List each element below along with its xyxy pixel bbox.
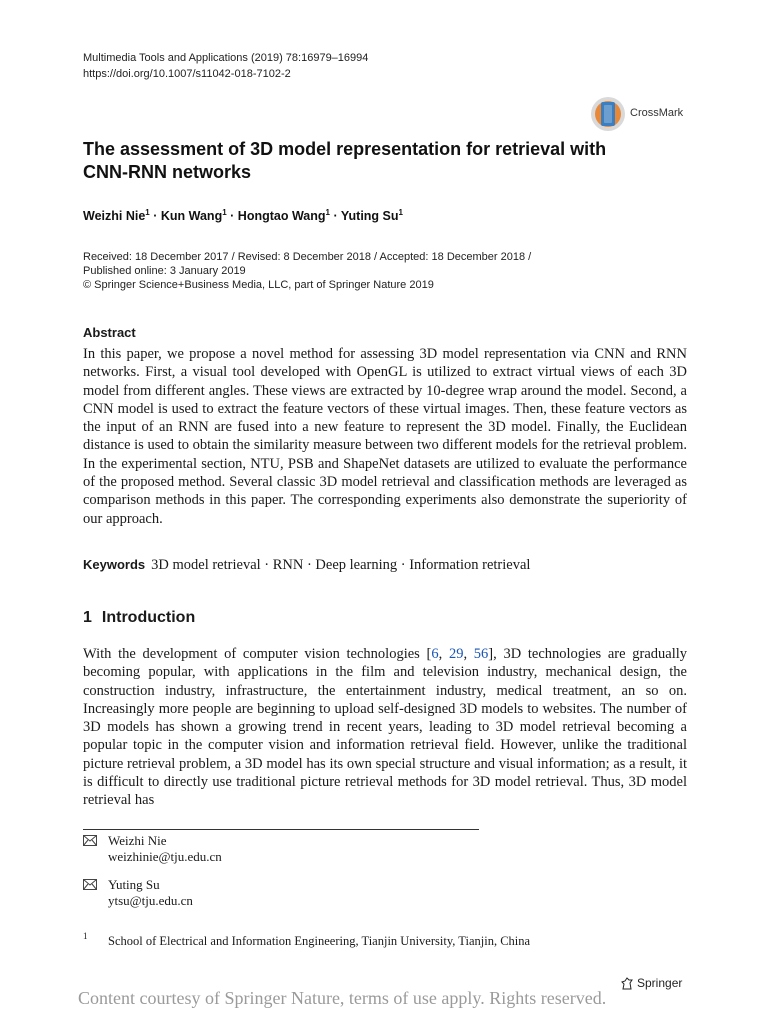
journal-citation: Multimedia Tools and Applications (2019) 78:16979–16994 bbox=[83, 52, 369, 64]
affiliation-text: School of Electrical and Information Engineering, Tianjin University, Tianjin, China bbox=[108, 934, 531, 948]
section-title: Introduction bbox=[101, 609, 196, 626]
section-heading bbox=[83, 609, 195, 627]
paper-title: The assessment of 3D model representation for retrieval with CNN-RNN networks bbox=[83, 139, 607, 182]
keywords-list: 3D model retrieval · RNN · Deep learning · Information retrieval bbox=[151, 557, 531, 573]
contact-name: Weizhi Nie bbox=[108, 833, 167, 848]
envelope-icon bbox=[83, 835, 97, 846]
history-dates: Received: 18 December 2017 / Revised: 8 December 2018 / Accepted: 18 December 2018 / bbox=[83, 251, 532, 263]
crossmark-label: CrossMark bbox=[630, 107, 684, 119]
section-number: 1 bbox=[83, 609, 92, 626]
keywords-label: Keywords bbox=[83, 557, 146, 572]
contact-email[interactable]: weizhinie@tju.edu.cn bbox=[108, 848, 222, 864]
reference-link[interactable]: 56 bbox=[473, 646, 489, 662]
author-affiliation-mark: 1 bbox=[222, 208, 227, 217]
crossmark-icon bbox=[590, 96, 626, 132]
author-separator: · bbox=[333, 209, 338, 224]
reference-link[interactable]: 6 bbox=[431, 646, 439, 662]
author-name[interactable]: Hongtao Wang bbox=[237, 209, 326, 224]
reference-link[interactable]: 29 bbox=[448, 646, 464, 662]
author-list bbox=[83, 208, 403, 223]
abstract-text: In this paper, we propose a novel method for assessing 3D model representation via CNN and RNN networks. First, a visual tool developed with OpenGL is utilized to extract virtual views of each 3D model from different angles. These views are extracted by 10-degree wrap around the model. Second, a CNN model is used to extract the feature vectors of these virtual images. Then, these feature vectors as the input of an RNN are fused into a new feature to represent the 3D model. Finally, the Euclidean distance is used to obtain the similarity measure between two different models for the retrieval problem. In the experimental section, NTU, PSB and ShapeNet datasets are utilized to evaluate the performance of the proposed method. Several classic 3D model retrieval and classification methods are leveraged as comparison methods in this paper. The corresponding experiments also demonstrate the superiority of our approach. bbox=[83, 346, 687, 527]
author-name[interactable]: Yuting Su bbox=[340, 209, 399, 224]
intro-text-start: With the development of computer vision technologies [ bbox=[83, 646, 432, 662]
author-affiliation-mark: 1 bbox=[325, 208, 330, 217]
contact-name: Yuting Su bbox=[108, 877, 160, 892]
published-date: Published online: 3 January 2019 bbox=[83, 265, 246, 277]
publisher-logo bbox=[620, 976, 682, 991]
contact-email[interactable]: ytsu@tju.edu.cn bbox=[108, 892, 193, 908]
author-affiliation-mark: 1 bbox=[398, 208, 403, 217]
envelope-icon bbox=[83, 879, 97, 890]
footnote-divider bbox=[83, 829, 479, 830]
intro-text-rest: ], 3D technologies are gradually becoming popular, with applications in the film and television industry, mechanical design, the construction industry, infrastructure, the entertainment industry, medical treatment, an so on. Increasingly more people are beginning to upload self-designed 3D models to websites. The number of 3D models has shown a growing trend in recent years, leading to 3D model retrieval becoming a popular topic in the computer vision and information retrieval field. However, unlike the traditional picture retrieval problem, a 3D model has its own special structure and visual information; as a result, it is difficult to directly use traditional picture retrieval methods for 3D model retrieval. Thus, 3D model retrieval has bbox=[83, 646, 688, 809]
author-name[interactable]: Weizhi Nie bbox=[83, 209, 146, 224]
springer-horse-icon bbox=[620, 977, 634, 991]
author-separator: · bbox=[230, 209, 235, 224]
crossmark-badge[interactable] bbox=[590, 96, 700, 132]
courtesy-watermark: Content courtesy of Springer Nature, terms of use apply. Rights reserved. bbox=[78, 988, 607, 1008]
keywords bbox=[83, 557, 530, 574]
publisher-name: Springer bbox=[637, 976, 683, 990]
author-name[interactable]: Kun Wang bbox=[160, 209, 223, 224]
author-separator: · bbox=[153, 209, 158, 224]
author-affiliation-mark: 1 bbox=[145, 208, 150, 217]
doi-link[interactable]: https://doi.org/10.1007/s11042-018-7102-2 bbox=[83, 68, 291, 80]
abstract-heading: Abstract bbox=[83, 325, 136, 340]
copyright-notice: © Springer Science+Business Media, LLC, part of Springer Nature 2019 bbox=[83, 279, 434, 291]
introduction-text: With the development of computer vision technologies [6, 29, 56], 3D technologies are gradually becoming popular, with applications in the film and television industry, mechanical design, the construction industry, infrastructure, the entertainment industry, medical treatment, an so on. Increasingly more people are beginning to upload self-designed 3D models to websites. The number of 3D models has shown a growing trend in recent years, leading to 3D model retrieval becoming a popular topic in the computer vision and information retrieval field. However, unlike the traditional picture retrieval problem, a 3D model has its own special structure and visual information; as a result, it is difficult to directly use traditional picture retrieval methods for 3D model retrieval. Thus, 3D model retrieval has bbox=[83, 646, 688, 809]
affiliation-mark: 1 bbox=[83, 931, 88, 941]
